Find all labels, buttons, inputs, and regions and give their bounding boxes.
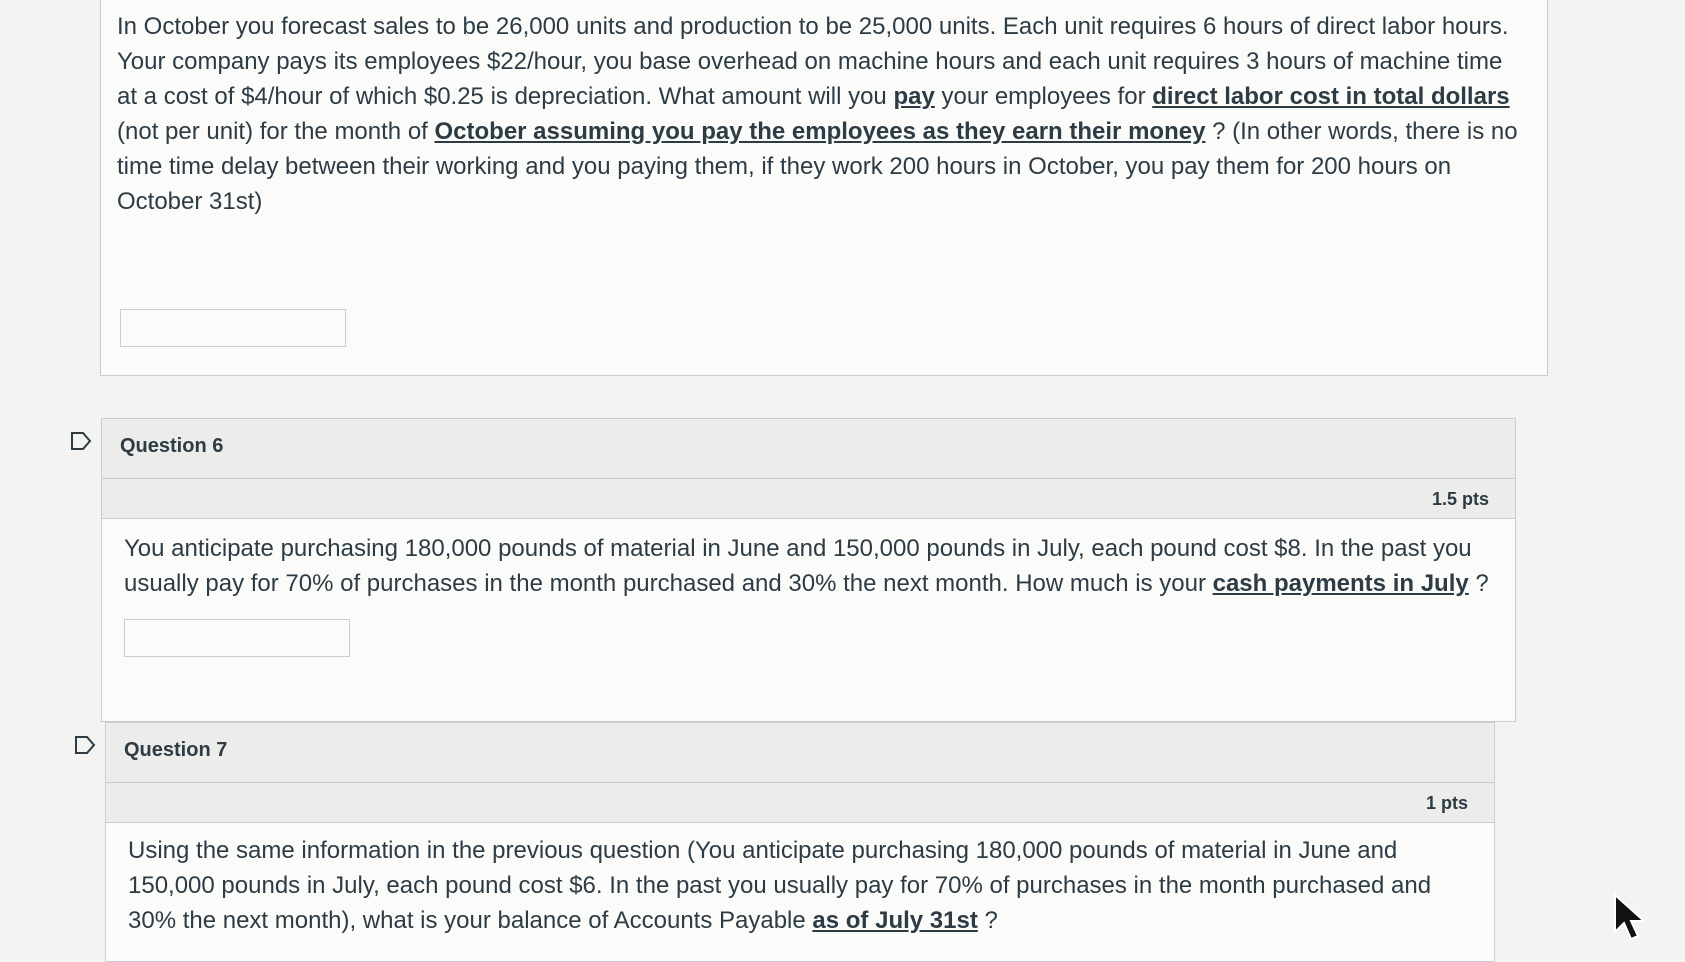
question-6-answer-input[interactable] [124,619,350,657]
emphasis-direct-labor-cost: direct labor cost in total dollars [1152,83,1510,110]
question-5-text: In October you forecast sales to be 26,000 units and production to be 25,000 units. Each unit requires 6 hours of direct labor hours. Your company pays its employees $22/hour, you base overhead on machine hours and each unit requires 3 hours of machine time at a cost of $4/hour of which $0.25 is depreciation. What amount will you pay your employees for direct labor cost in total dollars (not per unit) for the month of October assuming you pay the employees as they earn their money ? (In other words, there is no time time delay between their working and you paying them, if they work 200 hours in October, you pay them for 200 hours on October 31st) [117,13,1518,215]
emphasis-october-assumption: October assuming you pay the employees as they earn their money [434,118,1206,145]
mouse-pointer-icon [1611,892,1651,944]
question-7-points: 1 pts [1425,793,1468,813]
question-6-header [102,419,1515,479]
flag-question-7-icon[interactable] [74,736,96,754]
emphasis-as-of-july-31st: as of July 31st [812,907,978,934]
question-5-card [100,0,1548,376]
question-7-header [106,723,1494,783]
question-6-card [101,418,1516,722]
question-7-points-bar [106,783,1494,823]
emphasis-pay: pay [893,83,935,110]
question-6-text: You anticipate purchasing 180,000 pounds of material in June and 150,000 pounds in July, each pound cost $8. In the past you usually pay for 70% of purchases in the month purchased and 30% the next month. How much is your cash payments in July ? [124,535,1489,597]
flag-question-6-icon[interactable] [70,432,92,450]
emphasis-cash-payments-july: cash payments in July [1212,570,1469,597]
question-5-answer-input[interactable] [120,309,346,347]
question-6-points: 1.5 pts [1431,489,1489,509]
question-7-title: Question 7 [124,739,228,761]
question-7-text: Using the same information in the previous question (You anticipate purchasing 180,000 pounds of material in June and 150,000 pounds in July, each pound cost $6. In the past you usually pay for 70% of purchases in the month purchased and 30% the next month), what is your balance of Accounts Payable as of July 31st ? [128,837,1432,934]
question-7-card [105,722,1495,962]
question-6-points-bar [102,479,1515,519]
question-6-title: Question 6 [120,435,224,457]
